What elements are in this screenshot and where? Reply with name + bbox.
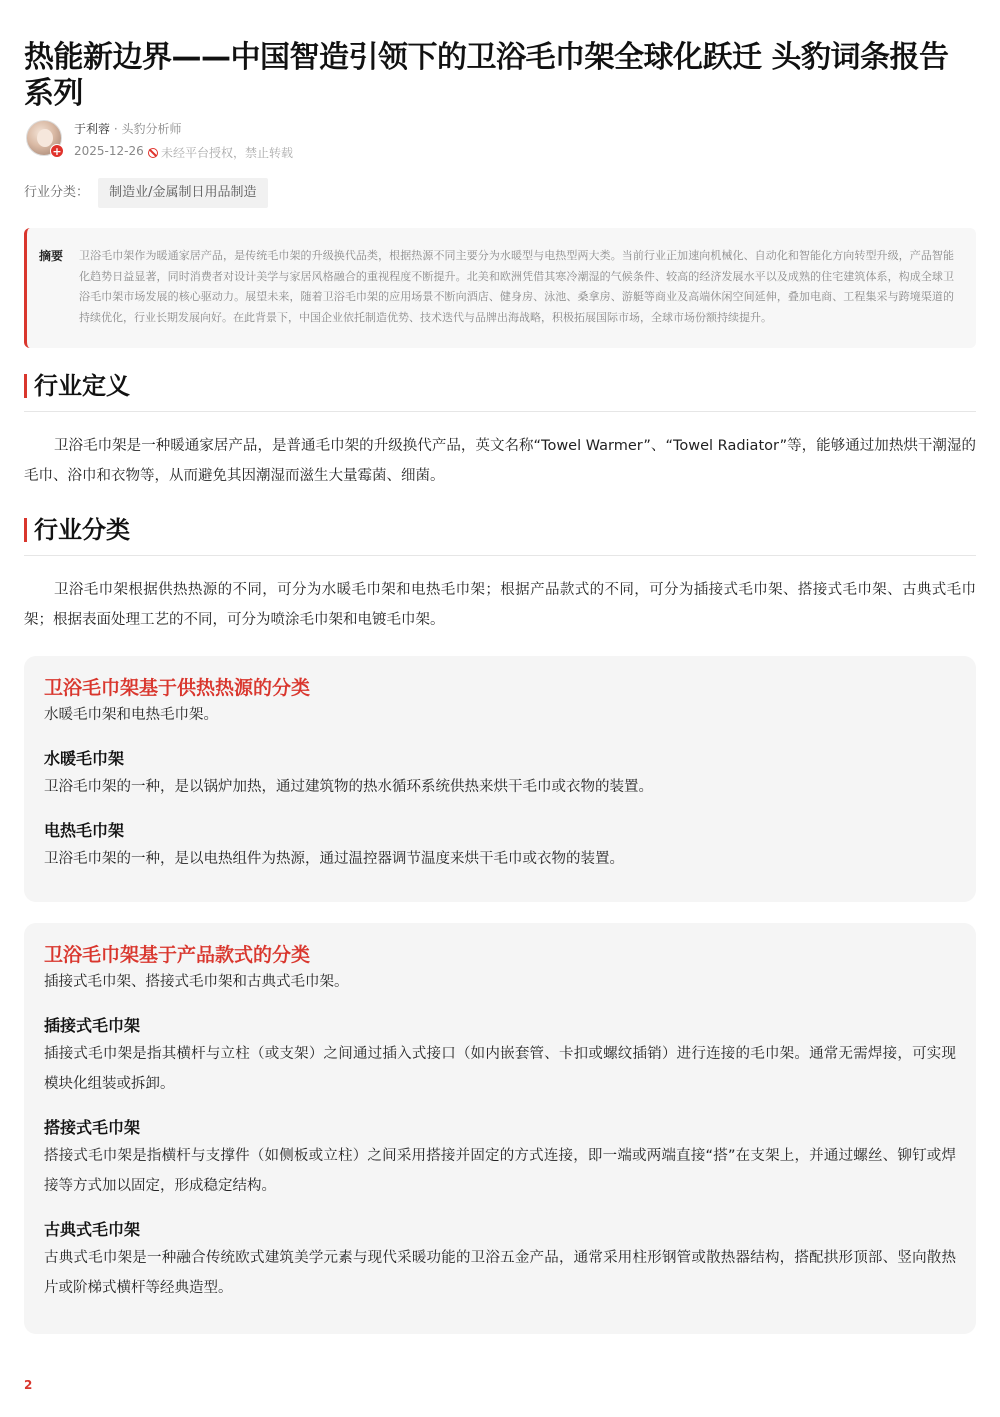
author-block — [24, 118, 424, 162]
ban-icon — [148, 148, 158, 158]
style-card-subtitle: 插接式毛巾架、搭接式毛巾架和古典式毛巾架。 — [44, 974, 349, 990]
page-number: 2 — [24, 1378, 33, 1392]
heat-source-card — [24, 656, 976, 902]
heat-item-text: 卫浴毛巾架的一种，是以电热组件为热源，通过温控器调节温度来烘干毛巾或衣物的装置。 — [44, 851, 624, 867]
section-classification-heading — [24, 512, 976, 556]
report-title: 热能新边界——中国智造引领下的卫浴毛巾架全球化跃迁 头豹词条报告系列 — [24, 40, 949, 111]
heat-item-title: 水暖毛巾架 — [44, 749, 125, 768]
heat-item-title: 电热毛巾架 — [44, 821, 125, 840]
abstract-box — [24, 228, 976, 348]
avatar-face — [37, 129, 53, 147]
category-label: 行业分类： — [24, 185, 90, 200]
section-classification-title: 行业分类 — [34, 516, 130, 544]
publish-date: 2025-12-26 — [74, 144, 144, 158]
product-style-card — [24, 923, 976, 1334]
author-role: · 头豹分析师 — [113, 122, 182, 136]
heat-card-subtitle: 水暖毛巾架和电热毛巾架。 — [44, 707, 218, 723]
heat-card-title: 卫浴毛巾架基于供热热源的分类 — [44, 677, 311, 699]
abstract-label: 摘要 — [39, 249, 64, 263]
abstract-text: 卫浴毛巾架作为暖通家居产品，是传统毛巾架的升级换代品类，根据热源不同主要分为水暖型与电热型两大类。当前行业正加速向机械化、自动化和智能化方向转型升级，产品智能化趋势日益显著，同时消费者对设计美学与家居风格融合的重视程度不断提升。北美和欧洲凭借其寒冷潮湿的气候条件、较高的经济发展水平以及成熟的住宅建筑体系，构成全球卫浴毛巾架市场发展的核心驱动力。展望未来，随着卫浴毛巾架的应用场景不断向酒店、健身房、泳池、桑拿房、游艇等商业及高端休闲空间延伸，叠加电商、工程集采与跨境渠道的持续优化，行业长期发展向好。在此背景下，中国企业依托制造优势、技术迭代与品牌出海战略，积极拓展国际市场，全球市场份额持续提升。 — [79, 249, 954, 324]
copyright-notice-text: 未经平台授权，禁止转载 — [161, 146, 294, 160]
heat-item-text: 卫浴毛巾架的一种，是以锅炉加热，通过建筑物的热水循环系统供热来烘干毛巾或衣物的装置。 — [44, 779, 653, 795]
style-item-text: 插接式毛巾架是指其横杆与立柱（或支架）之间通过插入式接口（如内嵌套管、卡扣或螺纹插销）进行连接的毛巾架。通常无需焊接，可实现模块化组装或拆卸。 — [44, 1046, 956, 1092]
copyright-notice — [148, 144, 293, 161]
style-item-title: 插接式毛巾架 — [44, 1016, 141, 1035]
author-name-text: 于利蓉 — [74, 122, 111, 136]
style-item-title: 古典式毛巾架 — [44, 1220, 141, 1239]
category-tag[interactable]: 制造业/金属制日用品制造 — [98, 178, 267, 208]
section-accent-bar — [24, 374, 27, 398]
section-definition-heading — [24, 368, 976, 412]
industry-category — [24, 178, 268, 208]
style-item-title: 搭接式毛巾架 — [44, 1118, 141, 1137]
plus-badge-icon[interactable]: + — [50, 144, 64, 158]
style-card-title: 卫浴毛巾架基于产品款式的分类 — [44, 944, 311, 966]
section-accent-bar — [24, 518, 27, 542]
classification-paragraph: 卫浴毛巾架根据供热热源的不同，可分为水暖毛巾架和电热毛巾架；根据产品款式的不同，可分为插接式毛巾架、搭接式毛巾架、古典式毛巾架；根据表面处理工艺的不同，可分为喷涂毛巾架和电镀毛巾架。 — [24, 582, 976, 628]
definition-paragraph: 卫浴毛巾架是一种暖通家居产品，是普通毛巾架的升级换代产品，英文名称“Towel Warmer”、“Towel Radiator”等，能够通过加热烘干潮湿的毛巾、浴巾和衣物等，从而避免其因潮湿而滋生大量霉菌、细菌。 — [24, 438, 976, 484]
section-definition-title: 行业定义 — [34, 372, 130, 400]
style-item-text: 古典式毛巾架是一种融合传统欧式建筑美学元素与现代采暖功能的卫浴五金产品，通常采用柱形钢管或散热器结构，搭配拱形顶部、竖向散热片或阶梯式横杆等经典造型。 — [44, 1250, 956, 1296]
author-name — [74, 120, 181, 137]
style-item-text: 搭接式毛巾架是指横杆与支撑件（如侧板或立柱）之间采用搭接并固定的方式连接，即一端或两端直接“搭”在支架上，并通过螺丝、铆钉或焊接等方式加以固定，形成稳定结构。 — [44, 1148, 956, 1194]
